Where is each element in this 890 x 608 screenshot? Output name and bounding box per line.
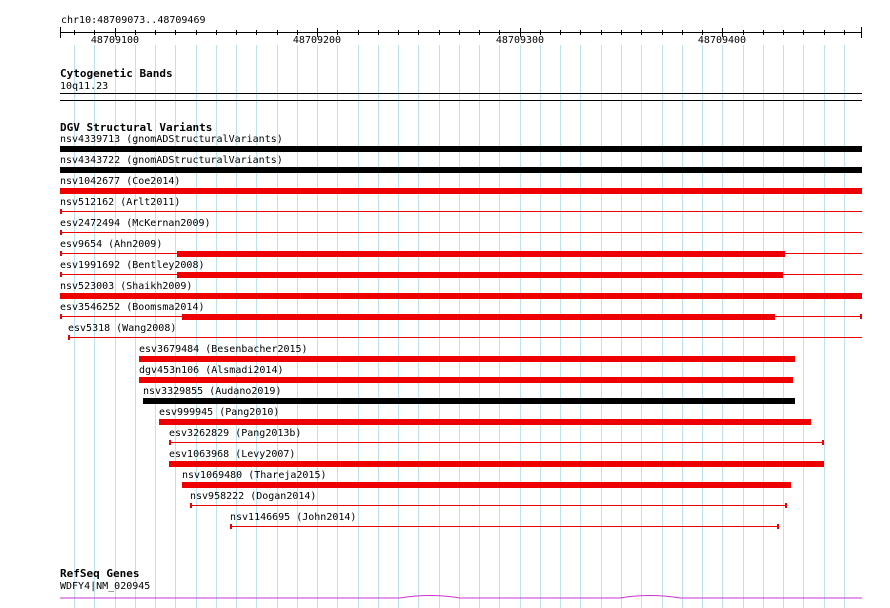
variant-feature[interactable] — [0, 291, 890, 301]
variant-end-cap — [793, 398, 795, 403]
variant-end-cap — [789, 482, 791, 487]
variant-bar — [159, 419, 811, 425]
variant-bar — [182, 314, 775, 320]
variant-feature[interactable] — [0, 417, 890, 427]
refseq-track-title: RefSeq Genes — [60, 567, 140, 580]
gene-intron-line — [60, 596, 862, 599]
variant-feature[interactable] — [0, 207, 890, 217]
dgv-track-title: DGV Structural Variants — [60, 121, 213, 134]
variant-end-cap — [777, 524, 779, 529]
variant-start-cap — [190, 503, 192, 508]
ruler-tick-label: 48709100 — [90, 35, 140, 46]
variant-start-cap — [60, 251, 62, 256]
variant-start-cap — [60, 272, 62, 277]
variant-bar — [182, 482, 791, 488]
variant-label[interactable]: nsv4343722 (gnomADStructuralVariants) — [60, 155, 283, 166]
ruler-tick-label: 48709200 — [292, 35, 342, 46]
variant-start-cap — [60, 230, 62, 235]
variant-feature[interactable] — [0, 144, 890, 154]
variant-bar — [139, 356, 795, 362]
variant-bar — [177, 272, 783, 278]
cytoband-track-title: Cytogenetic Bands — [60, 67, 173, 80]
variant-end-cap — [822, 461, 824, 466]
cytoband-line-top[interactable] — [60, 93, 862, 94]
variant-label[interactable]: nsv523003 (Shaikh2009) — [60, 281, 193, 292]
variant-end-cap — [793, 356, 795, 361]
variant-start-cap — [68, 335, 70, 340]
variant-feature[interactable] — [0, 270, 890, 280]
variant-feature[interactable] — [0, 459, 890, 469]
cytoband-line-bottom[interactable] — [60, 100, 862, 101]
variant-start-cap — [60, 314, 62, 319]
variant-label[interactable]: esv3679484 (Besenbacher2015) — [139, 344, 308, 355]
variant-bar — [169, 461, 824, 467]
variant-feature[interactable] — [0, 186, 890, 196]
variant-bar — [60, 146, 862, 152]
variant-label[interactable]: esv5318 (Wang2008) — [68, 323, 177, 334]
variant-label[interactable]: nsv4339713 (gnomADStructuralVariants) — [60, 134, 283, 145]
variant-feature[interactable] — [0, 333, 890, 343]
variant-label[interactable]: esv1063968 (Levy2007) — [169, 449, 296, 460]
variant-start-cap — [169, 440, 171, 445]
variant-end-cap — [785, 503, 787, 508]
variant-feature[interactable] — [0, 312, 890, 322]
variant-label[interactable]: nsv1069480 (Thareja2015) — [182, 470, 327, 481]
variant-bar — [60, 293, 862, 299]
variant-feature[interactable] — [0, 480, 890, 490]
variant-label[interactable]: nsv1146695 (John2014) — [230, 512, 357, 523]
variant-end-cap — [791, 377, 793, 382]
variant-bar — [143, 398, 795, 404]
variant-feature[interactable] — [0, 396, 890, 406]
variant-label[interactable]: dgv453n106 (Alsmadi2014) — [139, 365, 284, 376]
variant-bar — [60, 167, 862, 173]
variant-end-cap — [860, 314, 862, 319]
variant-end-cap — [809, 419, 811, 424]
variant-label[interactable]: nsv512162 (Arlt2011) — [60, 197, 181, 208]
region-label: chr10:48709073..48709469 — [61, 15, 206, 26]
variant-end-cap — [822, 440, 824, 445]
variant-feature[interactable] — [0, 249, 890, 259]
ruler-tick-label: 48709300 — [495, 35, 545, 46]
variant-bar — [177, 251, 785, 257]
variant-label[interactable]: nsv1042677 (Coe2014) — [60, 176, 181, 187]
variant-label[interactable]: esv1991692 (Bentley2008) — [60, 260, 205, 271]
variant-label[interactable]: esv999945 (Pang2010) — [159, 407, 280, 418]
variant-feature[interactable] — [0, 501, 890, 511]
variant-feature[interactable] — [0, 522, 890, 532]
variant-bar — [60, 188, 862, 194]
refseq-gene-feature[interactable] — [0, 592, 890, 604]
variant-feature[interactable] — [0, 375, 890, 385]
refseq-gene-label[interactable]: WDFY4|NM_020945 — [60, 581, 151, 592]
variant-start-cap — [60, 209, 62, 214]
variant-label[interactable]: nsv958222 (Dogan2014) — [190, 491, 317, 502]
variant-label[interactable]: esv2472494 (McKernan2009) — [60, 218, 211, 229]
variant-label[interactable]: esv3546252 (Boomsma2014) — [60, 302, 205, 313]
variant-start-cap — [230, 524, 232, 529]
variant-feature[interactable] — [0, 165, 890, 175]
variant-label[interactable]: esv9654 (Ahn2009) — [60, 239, 163, 250]
variant-feature[interactable] — [0, 438, 890, 448]
variant-feature[interactable] — [0, 354, 890, 364]
ruler-tick-label: 48709400 — [697, 35, 747, 46]
variant-feature[interactable] — [0, 228, 890, 238]
cytoband-label: 10q11.23 — [60, 81, 109, 92]
variant-label[interactable]: esv3262829 (Pang2013b) — [169, 428, 302, 439]
variant-bar — [139, 377, 793, 383]
variant-label[interactable]: nsv3329855 (Audano2019) — [143, 386, 282, 397]
